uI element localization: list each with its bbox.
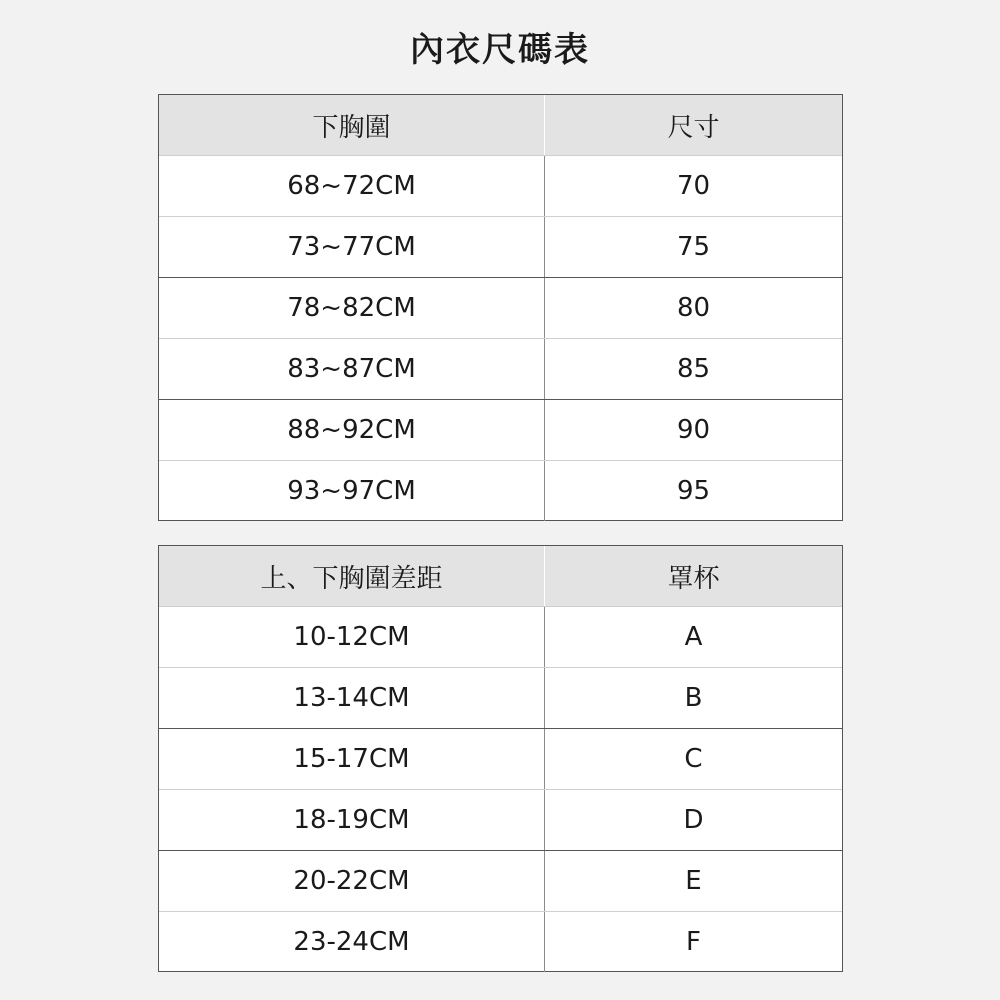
header-cell-bust-difference: 上、下胸圍差距	[159, 546, 545, 606]
table-cell-range: 23-24CM	[159, 912, 545, 972]
table-cell-range: 93~97CM	[159, 461, 545, 521]
table-cell-range: 15-17CM	[159, 729, 545, 789]
table-cell-value: 80	[676, 293, 711, 323]
table-cell-value: 85	[676, 354, 711, 384]
table-cell-value: 70	[676, 171, 711, 201]
table-header-row	[159, 95, 842, 155]
table-header-row	[159, 546, 842, 606]
table-cell-value: D	[683, 805, 704, 835]
table-row	[159, 728, 842, 789]
table-cell-range: 73~77CM	[159, 217, 545, 277]
header-cell-cup: 罩杯	[667, 563, 720, 594]
table-row	[159, 850, 842, 911]
table-cell-range: 20-22CM	[159, 851, 545, 911]
table-cell-value: F	[686, 927, 701, 957]
table-cell-value: 75	[676, 232, 711, 262]
table-row	[159, 338, 842, 399]
table-row	[159, 399, 842, 460]
table-cell-range: 83~87CM	[159, 339, 545, 399]
table-row	[159, 155, 842, 216]
cup-size-table	[158, 545, 843, 972]
table-cell-value: B	[684, 683, 703, 713]
table-cell-value: C	[684, 744, 703, 774]
table-cell-value: 90	[676, 415, 711, 445]
table-cell-range: 18-19CM	[159, 790, 545, 850]
table-cell-value: 95	[676, 476, 711, 506]
band-size-table	[158, 94, 843, 521]
table-row	[159, 460, 842, 521]
table-cell-value: E	[685, 866, 702, 896]
header-cell-under-bust: 下胸圍	[159, 95, 545, 155]
table-cell-range: 88~92CM	[159, 400, 545, 460]
table-cell-range: 13-14CM	[159, 668, 545, 728]
table-cell-value: A	[684, 622, 703, 652]
table-row	[159, 216, 842, 277]
table-cell-range: 10-12CM	[159, 607, 545, 667]
page-title: 內衣尺碼表	[410, 30, 590, 70]
table-row	[159, 667, 842, 728]
table-row	[159, 911, 842, 972]
table-cell-range: 78~82CM	[159, 278, 545, 338]
header-cell-size: 尺寸	[667, 112, 720, 143]
table-cell-range: 68~72CM	[159, 156, 545, 216]
table-row	[159, 789, 842, 850]
table-row	[159, 277, 842, 338]
table-row	[159, 606, 842, 667]
